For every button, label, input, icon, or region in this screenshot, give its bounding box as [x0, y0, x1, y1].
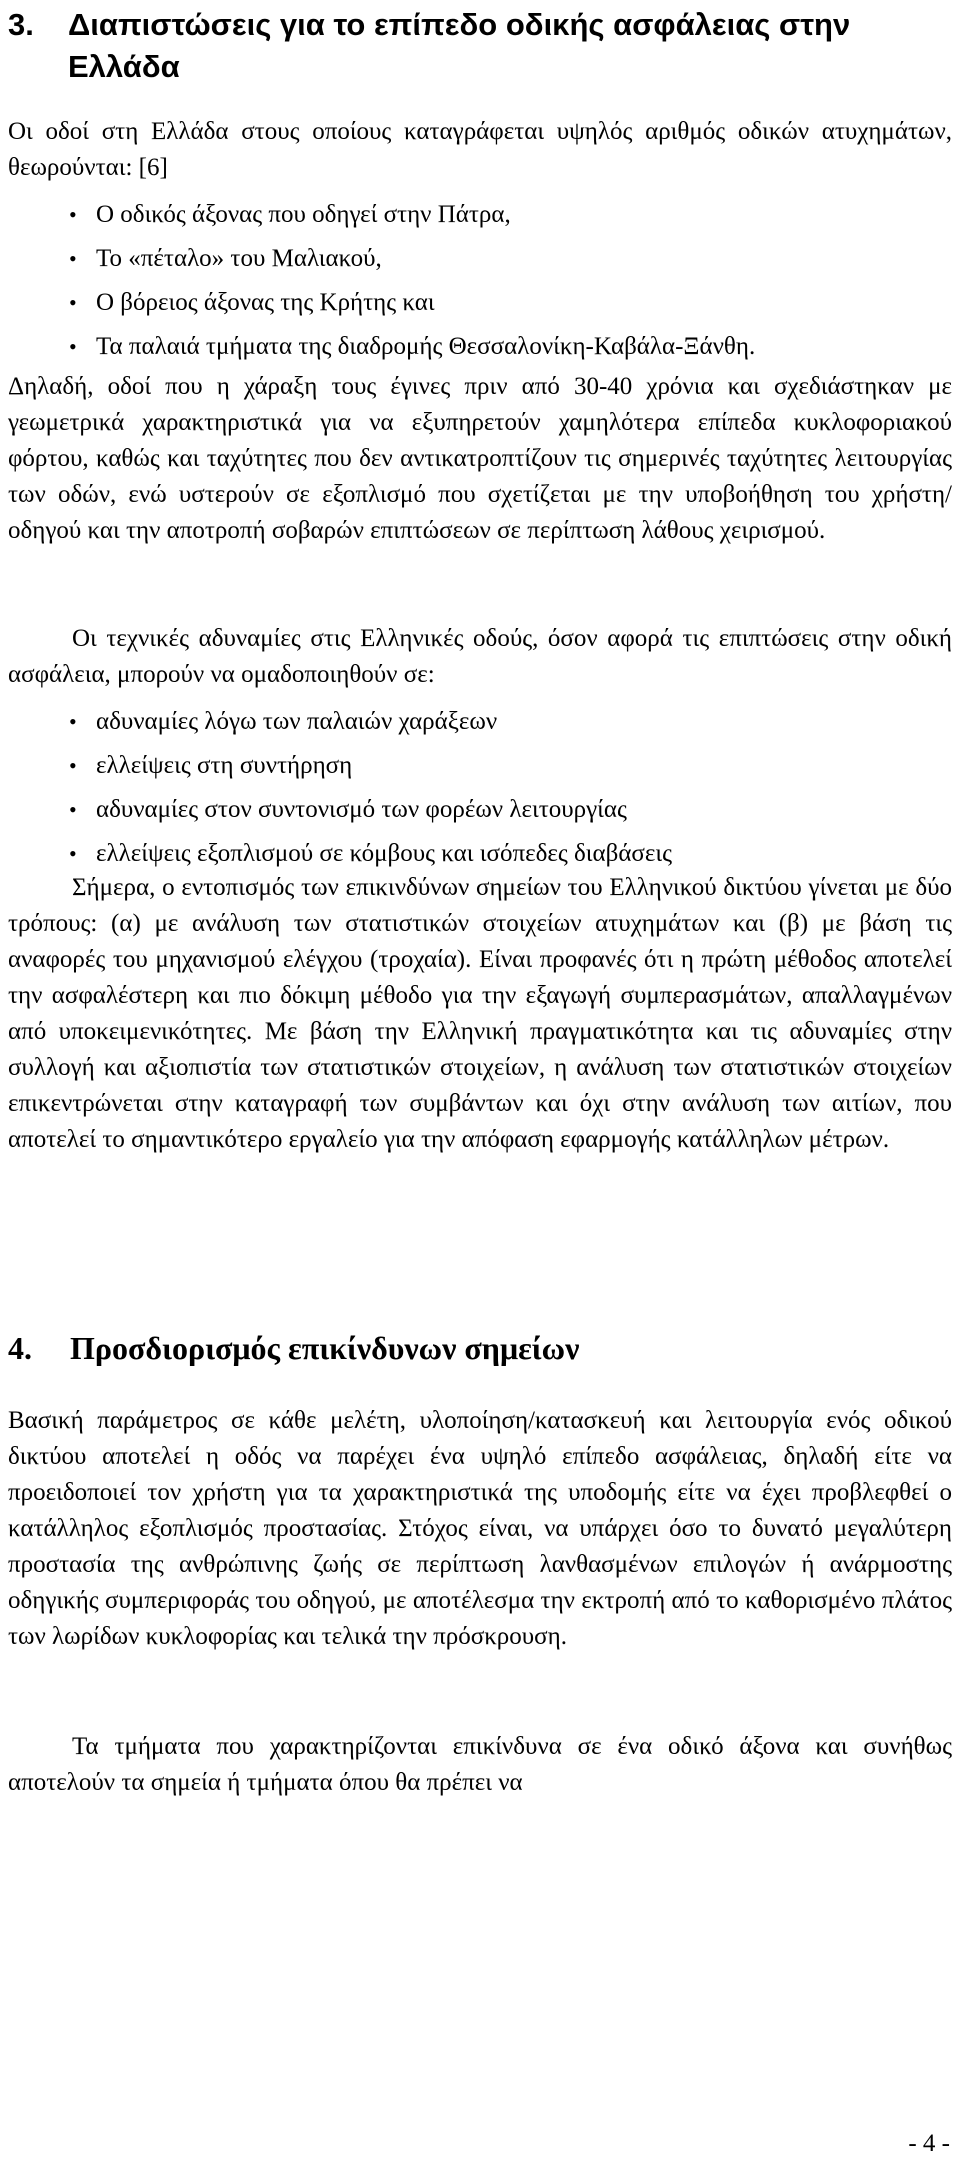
bullet-icon: •	[69, 841, 77, 866]
list-item: • Ο βόρειος άξονας της Κρήτης και	[8, 281, 952, 325]
roads-followup-paragraph: Δηλαδή, οδοί που η χάραξη τους έγινες πριν από 30-40 χρόνια και σχεδιάστηκαν με γεωμετρικά χαρακτηριστικά για να εξυπηρετούν χαμηλότερα επίπεδα κυκλοφοριακού φόρτου, καθώς και ταχύτητες που δεν αντικατροπτίζουν τις σημερινές ταχύτητες λειτουργίας των οδών, ενώ υστερούν σε εξοπλισμό που σχετίζεται με την υποβοήθηση του χρήστη/οδηγού και την αποτροπή σοβαρών επιπτώσεων σε περίπτωση λάθους χειρισμού.	[8, 373, 952, 544]
list-item: • ελλείψεις στη συντήρηση	[8, 744, 952, 788]
section-4-title: Προσδιορισμός επικίνδυνων σημείων	[70, 1330, 580, 1366]
road-list	[8, 193, 952, 369]
bullet-icon: •	[69, 246, 77, 271]
weaknesses-intro-paragraph: Οι τεχνικές αδυναμίες στις Ελληνικές οδούς, όσον αφορά τις επιπτώσεις στην οδική ασφάλεια, μπορούν να ομαδοποιηθούν σε:	[8, 625, 952, 688]
list-item: • Τα παλαιά τμήματα της διαδρομής Θεσσαλονίκη-Καβάλα-Ξάνθη.	[8, 325, 952, 369]
bullet-icon: •	[69, 334, 77, 359]
bullet-icon: •	[69, 290, 77, 315]
bullet-icon: •	[69, 797, 77, 822]
conclusion-paragraph: Σήμερα, ο εντοπισμός των επικινδύνων σημείων του Ελληνικού δικτύου γίνεται με δύο τρόπους: (α) με ανάλυση των στατιστικών στοιχείων ατυχημάτων και (β) με βάση τις αναφορές του μηχανισμού ελέγχου (τροχαία). Είναι προφανές ότι η πρώτη μέθοδος αποτελεί την ασφαλέστερη και πιο δόκιμη μέθοδο για την εξαγωγή συμπερασμάτων, απαλλαγμένων από υποκειμενικότητες. Με βάση την Ελληνική πραγματικότητα και τις αδυναμίες στην συλλογή και αξιοπιστία των στατιστικών στοιχείων, η ανάλυση των στατιστικών στοιχείων επικεντρώνεται στην καταγραφή των συμβάντων και όχι στην ανάλυση των αιτίων, που αποτελεί το σημαντικότερο εργαλείο για την απόφαση εφαρμογής κατάλληλων μέτρων.	[8, 874, 952, 1153]
section-3-title-line1: Διαπιστώσεις για το επίπεδο οδικής ασφάλειας στην	[68, 7, 851, 42]
bullet-icon: •	[69, 709, 77, 734]
section-4-heading	[8, 1326, 579, 1370]
section-4-paragraph-2: Τα τμήματα που χαρακτηρίζονται επικίνδυνα σε ένα οδικό άξονα και συνήθως αποτελούν τα σημεία ή τμήματα όπου θα πρέπει να	[8, 1733, 952, 1796]
list-item: • αδυναμίες στον συντονισμό των φορέων λειτουργίας	[8, 788, 952, 832]
section-3-number: 3.	[8, 7, 34, 42]
list-item: • Ο οδικός άξονας που οδηγεί στην Πάτρα,	[8, 193, 952, 237]
bullet-icon: •	[69, 753, 77, 778]
section-4-paragraph-1: Βασική παράμετρος σε κάθε μελέτη, υλοποίηση/κατασκευή και λειτουργία ενός οδικού δικτύου αποτελεί η οδός να παρέχει ένα υψηλό επίπεδο ασφάλειας, δηλαδή είτε να προειδοποιεί τον χρήστη για τα χαρακτηριστικά της υποδομής είτε να έχει προβλεφθεί ο κατάλληλος εξοπλισμός προστασίας. Στόχος είναι, να υπάρχει όσο το δυνατό μεγαλύτερη προστασία της ανθρώπινης ζωής σε περίπτωση λανθασμένων επιλογών ή ανάρμοστης οδηγικής συμπεριφοράς του οδηγού, με αποτέλεσμα την εκτροπή από το καθορισμένο πλάτος των λωρίδων κυκλοφορίας και τελικά την πρόσκρουση.	[8, 1407, 952, 1650]
section-4-number: 4.	[8, 1330, 32, 1366]
section-3-title-line2: Ελλάδα	[68, 49, 180, 84]
section-3-intro: Οι οδοί στη Ελλάδα στους οποίους καταγράφεται υψηλός αριθμός οδικών ατυχημάτων, θεωρούνται: [6]	[8, 118, 952, 181]
list-item: • ελλείψεις εξοπλισμού σε κόμβους και ισόπεδες διαβάσεις	[8, 832, 952, 876]
section-3-heading	[8, 4, 948, 88]
page-number: - 4 -	[908, 2130, 950, 2157]
list-item: • Το «πέταλο» του Μαλιακού,	[8, 237, 952, 281]
weaknesses-list	[8, 700, 952, 876]
bullet-icon: •	[69, 202, 77, 227]
list-item: • αδυναμίες λόγω των παλαιών χαράξεων	[8, 700, 952, 744]
